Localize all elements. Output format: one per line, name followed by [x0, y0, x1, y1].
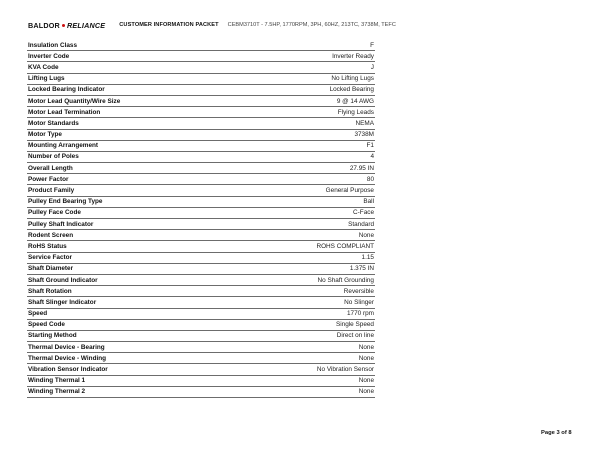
spec-row — [27, 85, 375, 96]
spec-label: Pulley End Bearing Type — [28, 198, 103, 206]
spec-label: Power Factor — [28, 175, 69, 183]
spec-value: Locked Bearing — [329, 86, 374, 94]
spec-value: NEMA — [355, 119, 374, 127]
spec-label: Motor Type — [28, 131, 62, 139]
spec-label: Starting Method — [28, 332, 77, 340]
spec-row — [27, 297, 375, 308]
spec-row — [27, 208, 375, 219]
spec-label: Pulley Face Code — [28, 209, 81, 217]
spec-label: Winding Thermal 2 — [28, 388, 86, 396]
spec-label: RoHS Status — [28, 242, 67, 250]
spec-value: Inverter Ready — [332, 52, 374, 60]
spec-value: Direct on line — [336, 332, 374, 340]
spec-row — [27, 141, 375, 152]
spec-value: Reversible — [343, 287, 374, 295]
spec-label: Inverter Code — [28, 52, 70, 60]
spec-label: Lifting Lugs — [28, 75, 65, 83]
spec-row — [27, 342, 375, 353]
spec-row — [27, 364, 375, 375]
spec-row — [27, 353, 375, 364]
spec-value: None — [358, 388, 374, 396]
spec-value: Standard — [348, 220, 374, 228]
spec-value: 27.95 IN — [349, 164, 374, 172]
spec-value: No Shaft Grounding — [317, 276, 374, 284]
spec-row — [27, 96, 375, 107]
spec-value: 80 — [366, 175, 374, 183]
brand-dot-icon — [62, 24, 65, 27]
spec-row — [27, 241, 375, 252]
spec-label: KVA Code — [28, 63, 59, 71]
spec-label: Motor Lead Termination — [28, 108, 101, 116]
spec-row — [27, 320, 375, 331]
spec-value: None — [358, 231, 374, 239]
spec-row — [27, 163, 375, 174]
spec-value: C-Face — [353, 209, 374, 217]
spec-value: General Purpose — [325, 187, 374, 195]
spec-row — [27, 74, 375, 85]
spec-label: Winding Thermal 1 — [28, 377, 86, 385]
spec-label: Thermal Device - Winding — [28, 354, 107, 362]
spec-row — [27, 286, 375, 297]
spec-row — [27, 62, 375, 73]
spec-row — [27, 174, 375, 185]
spec-label: Product Family — [28, 187, 75, 195]
spec-row — [27, 376, 375, 387]
spec-row — [27, 309, 375, 320]
spec-value: F1 — [366, 142, 374, 150]
spec-value: 1.375 IN — [349, 265, 374, 273]
spec-row — [27, 219, 375, 230]
spec-value: 1770 rpm — [347, 310, 374, 318]
spec-value: None — [358, 354, 374, 362]
spec-label: Number of Poles — [28, 153, 79, 161]
spec-label: Service Factor — [28, 254, 73, 262]
brand-logo — [28, 21, 105, 30]
spec-label: Thermal Device - Bearing — [28, 343, 105, 351]
spec-value: 9 @ 14 AWG — [336, 97, 374, 105]
spec-row — [27, 197, 375, 208]
spec-label: Motor Lead Quantity/Wire Size — [28, 97, 121, 105]
spec-label: Shaft Diameter — [28, 265, 74, 273]
brand-name-reliance: RELIANCE — [66, 20, 106, 30]
spec-row — [27, 152, 375, 163]
spec-value: No Slinger — [344, 298, 374, 306]
spec-row — [27, 185, 375, 196]
spec-label: Locked Bearing Indicator — [28, 86, 105, 94]
spec-row — [27, 264, 375, 275]
spec-row — [27, 253, 375, 264]
spec-label: Vibration Sensor Indicator — [28, 366, 108, 374]
page-header — [28, 19, 396, 31]
spec-value: None — [358, 343, 374, 351]
spec-row — [27, 130, 375, 141]
spec-row — [27, 230, 375, 241]
product-description: CEBM3710T - 7.5HP, 1770RPM, 3PH, 60HZ, 213TC, 3738M, TEFC — [227, 22, 396, 28]
spec-label: Speed Code — [28, 321, 65, 329]
spec-row — [27, 118, 375, 129]
spec-value: None — [358, 377, 374, 385]
spec-value: Flying Leads — [337, 108, 374, 116]
spec-label: Speed — [28, 310, 48, 318]
spec-row — [27, 107, 375, 118]
spec-label: Shaft Rotation — [28, 287, 72, 295]
spec-label: Motor Standards — [28, 119, 79, 127]
spec-row — [27, 51, 375, 62]
spec-value: 4 — [370, 153, 374, 161]
spec-label: Mounting Arrangement — [28, 142, 99, 150]
spec-label: Shaft Slinger Indicator — [28, 298, 97, 306]
spec-label: Shaft Ground Indicator — [28, 276, 98, 284]
spec-value: J — [370, 63, 374, 71]
spec-row — [27, 387, 375, 398]
spec-label: Insulation Class — [28, 41, 78, 49]
spec-value: ROHS COMPLIANT — [316, 242, 374, 250]
spec-table — [27, 40, 375, 398]
page-number: Page 3 of 8 — [541, 430, 572, 436]
brand-name-baldor: BALDOR — [28, 20, 60, 30]
spec-value: No Lifting Lugs — [331, 75, 374, 83]
spec-label: Pulley Shaft Indicator — [28, 220, 94, 228]
spec-row — [27, 40, 375, 51]
packet-title: CUSTOMER INFORMATION PACKET — [119, 22, 219, 28]
spec-value: No Vibration Sensor — [316, 366, 374, 374]
spec-value: 1.15 — [361, 254, 374, 262]
spec-value: F — [370, 41, 374, 49]
spec-row — [27, 331, 375, 342]
spec-value: 3738M — [354, 131, 374, 139]
spec-value: Ball — [363, 198, 374, 206]
spec-label: Overall Length — [28, 164, 73, 172]
spec-row — [27, 275, 375, 286]
spec-label: Rodent Screen — [28, 231, 74, 239]
spec-value: Single Speed — [335, 321, 374, 329]
